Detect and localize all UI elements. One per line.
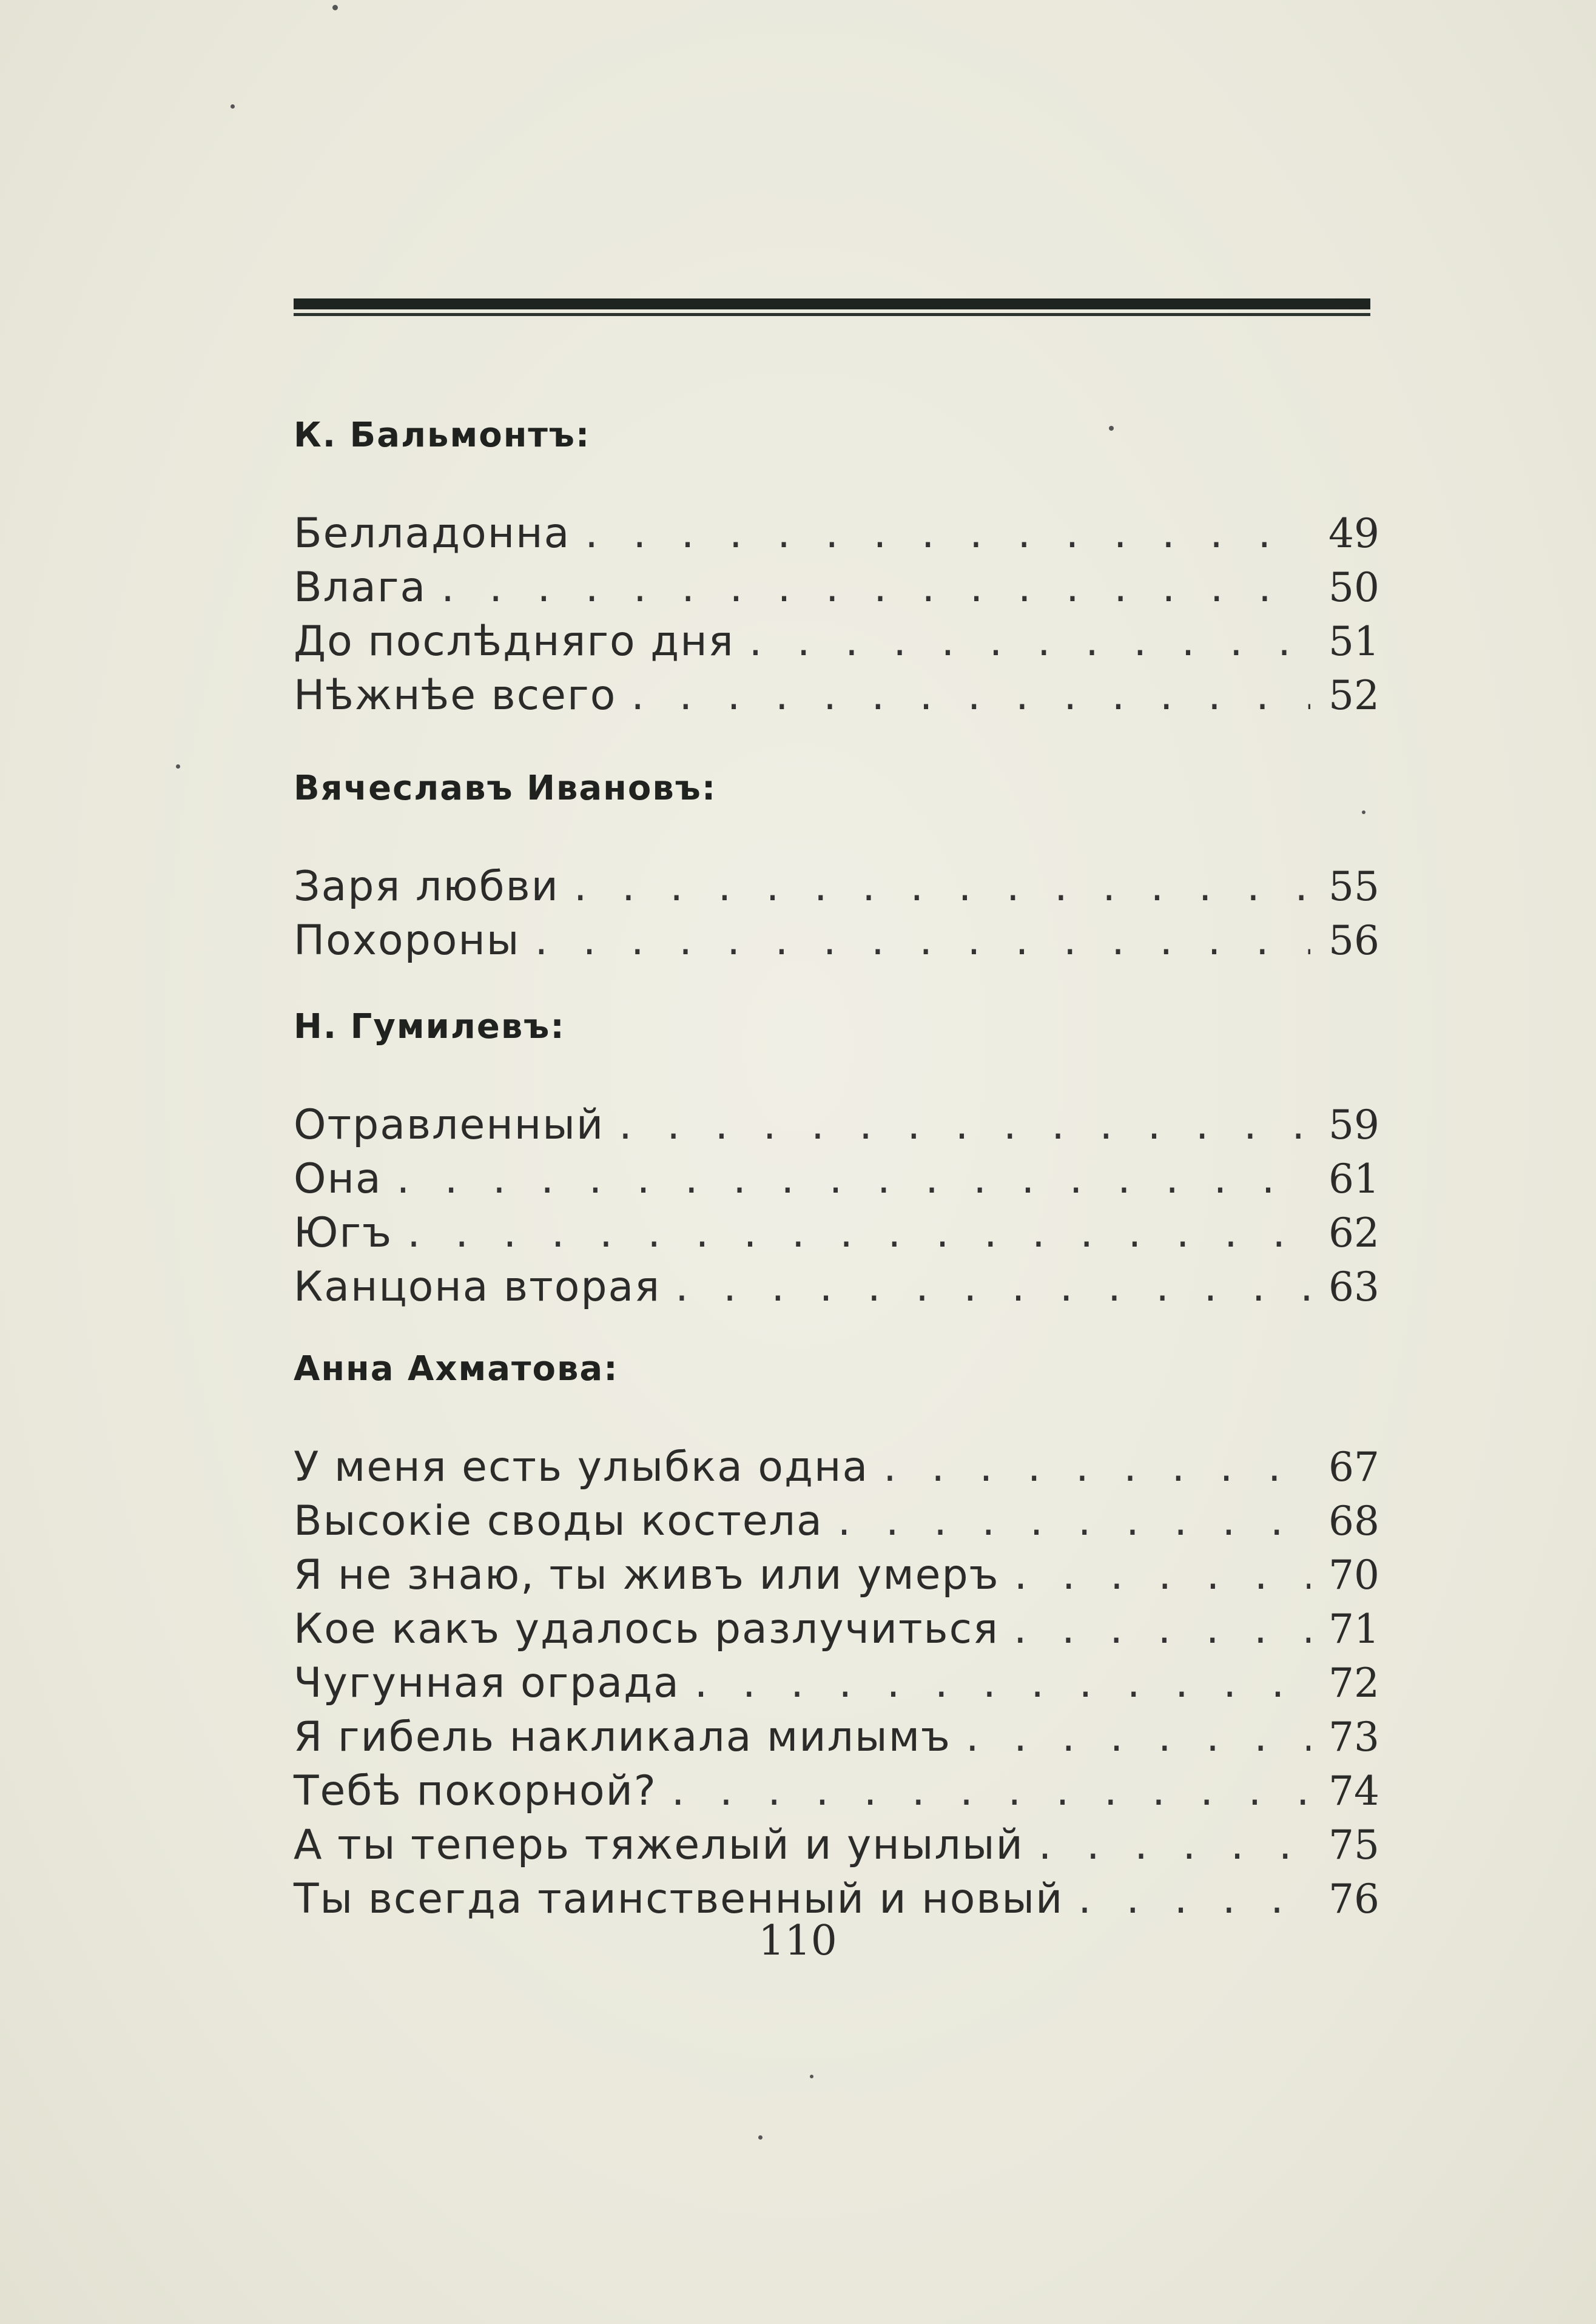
dot-leader (695, 1656, 1310, 1710)
toc-entry (294, 1440, 1379, 1494)
entry-page: 52 (1328, 672, 1379, 719)
entry-title: Кое какъ удалось разлучиться (294, 1605, 999, 1653)
paper-speck (332, 5, 338, 10)
top-rule-underline (294, 313, 1370, 316)
entry-title: Канцона вторая (294, 1263, 661, 1311)
entry-page: 70 (1328, 1552, 1379, 1598)
dot-leader (441, 561, 1310, 615)
entry-title: Влага (294, 564, 427, 611)
section-akhmatova (294, 1348, 1379, 1926)
entry-page: 62 (1328, 1210, 1379, 1256)
toc-entry (294, 615, 1379, 669)
toc-entry (294, 1494, 1379, 1548)
paper-speck (231, 104, 235, 109)
entry-page: 74 (1328, 1768, 1379, 1814)
entry-page: 75 (1328, 1822, 1379, 1868)
dot-leader (1014, 1548, 1310, 1602)
section-balmont (294, 414, 1379, 722)
toc-entry (294, 914, 1379, 968)
entry-title: Я не знаю, ты живъ или умеръ (294, 1551, 1000, 1599)
entry-page: 73 (1328, 1714, 1379, 1760)
dot-leader (1039, 1818, 1310, 1872)
paper-speck (1109, 426, 1114, 431)
entry-page: 68 (1328, 1498, 1379, 1544)
entry-page: 50 (1328, 564, 1379, 611)
author-heading: Вячеславъ Ивановъ: (294, 769, 717, 808)
entry-title: А ты теперь тяжелый и унылый (294, 1821, 1024, 1869)
entry-title: Тебѣ покорной? (294, 1767, 657, 1815)
entry-page: 61 (1328, 1156, 1379, 1202)
entry-title: До послѣдняго дня (294, 618, 735, 665)
entry-page: 49 (1328, 510, 1379, 557)
entry-title: Высокiе своды костела (294, 1497, 823, 1545)
entry-page: 72 (1328, 1660, 1379, 1706)
toc-entry (294, 1764, 1379, 1818)
dot-leader (407, 1206, 1310, 1260)
paper-speck (758, 2135, 763, 2140)
dot-leader (966, 1710, 1310, 1764)
entry-page: 59 (1328, 1102, 1379, 1148)
entry-title: Заря любви (294, 863, 559, 911)
entry-page: 51 (1328, 618, 1379, 665)
author-heading: К. Бальмонтъ: (294, 416, 591, 455)
entry-title: Югъ (294, 1209, 393, 1257)
toc-entry (294, 1206, 1379, 1260)
toc-entry (294, 561, 1379, 615)
toc-entry (294, 860, 1379, 914)
toc-entry (294, 1098, 1379, 1152)
dot-leader (619, 1098, 1310, 1152)
toc-entry (294, 1260, 1379, 1314)
toc-entry (294, 1818, 1379, 1872)
author-heading: Н. Гумилевъ: (294, 1007, 565, 1046)
entry-title: Чугунная ограда (294, 1659, 680, 1707)
top-rule (294, 298, 1370, 309)
entry-title: Я гибель накликала милымъ (294, 1713, 952, 1761)
dot-leader (672, 1764, 1310, 1818)
author-heading: Анна Ахматова: (294, 1349, 619, 1389)
dot-leader (535, 914, 1311, 968)
entry-title: Ты всегда таинственный и новый (294, 1875, 1064, 1923)
section-gumilev (294, 1006, 1379, 1314)
dot-leader (1078, 1872, 1310, 1926)
dot-leader (838, 1494, 1310, 1548)
dot-leader (675, 1260, 1310, 1314)
page-number: 110 (758, 1917, 837, 1965)
dot-leader (574, 860, 1310, 914)
dot-leader (749, 615, 1310, 669)
entry-page: 76 (1328, 1876, 1379, 1922)
paper-speck (810, 2075, 813, 2078)
paper-speck (176, 764, 180, 769)
toc-entry (294, 1548, 1379, 1602)
entry-title: Она (294, 1155, 382, 1203)
dot-leader (397, 1152, 1310, 1206)
toc-entry (294, 1656, 1379, 1710)
entry-title: Нѣжнѣе всего (294, 672, 617, 719)
entry-title: Похороны (294, 917, 520, 965)
entry-page: 56 (1328, 917, 1379, 964)
dot-leader (1014, 1602, 1310, 1656)
toc-entry (294, 669, 1379, 722)
entry-page: 55 (1328, 863, 1379, 910)
entry-title: Отравленный (294, 1101, 605, 1149)
toc-entry (294, 1152, 1379, 1206)
dot-leader (631, 669, 1310, 722)
toc-entry (294, 507, 1379, 561)
entry-page: 67 (1328, 1444, 1379, 1490)
entry-title: У меня есть улыбка одна (294, 1443, 869, 1491)
entry-page: 71 (1328, 1606, 1379, 1652)
dot-leader (585, 507, 1310, 561)
toc-entry (294, 1602, 1379, 1656)
entry-title: Белладонна (294, 510, 571, 557)
toc-entry (294, 1710, 1379, 1764)
paper-speck (1362, 810, 1365, 814)
entry-page: 63 (1328, 1264, 1379, 1310)
dot-leader (883, 1440, 1310, 1494)
section-ivanov (294, 767, 1379, 968)
